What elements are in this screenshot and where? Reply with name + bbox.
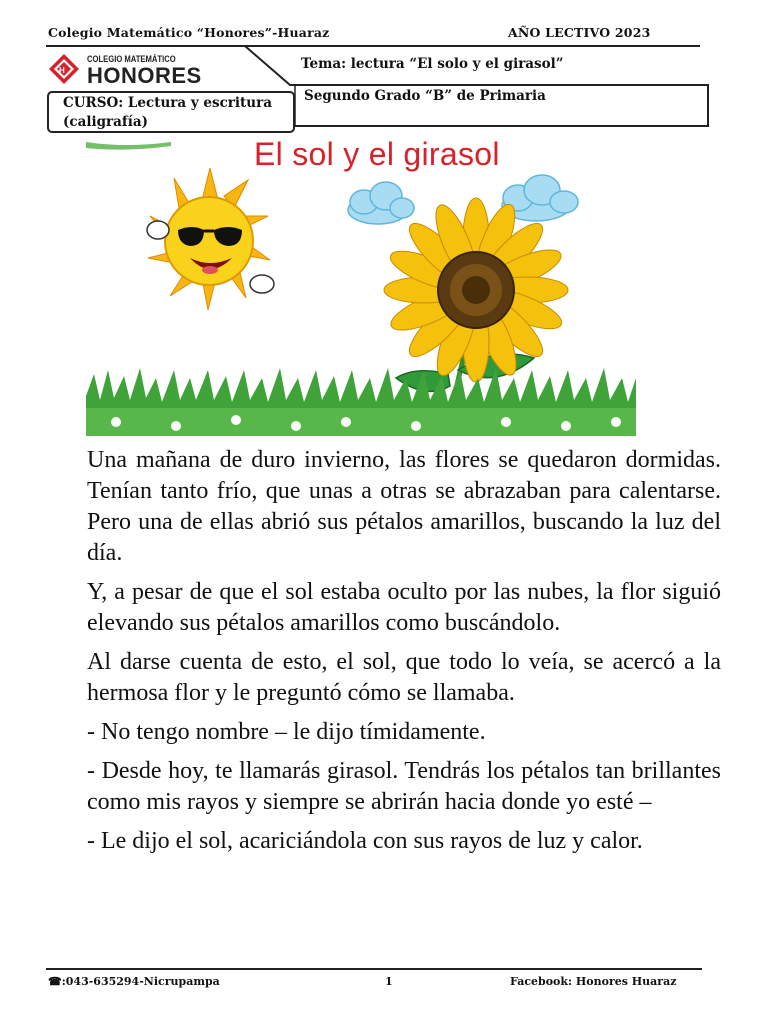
- story-paragraph: - Le dijo el sol, acariciándola con sus rayos de luz y calor.: [87, 828, 643, 854]
- school-year: AÑO LECTIVO 2023: [508, 25, 651, 40]
- footer-phone-text: :043-635294-Nicrupampa: [61, 975, 220, 988]
- footer-facebook: Facebook: Honores Huaraz: [510, 975, 677, 988]
- footer-rule: [46, 968, 702, 970]
- sunflower-icon: [384, 198, 568, 382]
- page-number: 1: [385, 975, 393, 988]
- grade-text: Segundo Grado “B” de Primaria: [304, 88, 546, 104]
- course-box: [47, 91, 295, 133]
- illustration-title: El sol y el girasol: [254, 138, 500, 172]
- course-text: CURSO: Lectura y escritura (caligrafía): [63, 95, 272, 130]
- logo-top-text: COLEGIO MATEMÁTICO: [87, 54, 176, 64]
- cloud-left-icon: [348, 182, 414, 224]
- sun-icon: [147, 168, 274, 310]
- story-text: [87, 445, 721, 865]
- sun-sunflower-illustration: [86, 138, 636, 436]
- story-paragraph: Y, a pesar de que el sol estaba oculto por las nubes, la flor siguió elevando sus pétalos amarillos como buscándolo.: [87, 579, 721, 636]
- topic-text: Tema: lectura “El solo y el girasol”: [301, 56, 564, 72]
- story-paragraph: - Desde hoy, te llamarás girasol. Tendrás los pétalos tan brillantes como mis rayos y siempre se abrirán hacia donde yo esté –: [87, 758, 721, 815]
- svg-text:H: H: [59, 66, 65, 75]
- logo-name-text: HONORES: [87, 63, 202, 88]
- footer-phone: [48, 975, 220, 988]
- illustration: [86, 138, 636, 436]
- story-paragraph: - No tengo nombre – le dijo tímidamente.: [87, 719, 486, 745]
- story-paragraph: Una mañana de duro invierno, las flores se quedaron dormidas. Tenían tanto frío, que unas a otras se abrazaban para calentarse. Pero una de ellas abrió sus pétalos amarillos, buscando la luz del día.: [87, 447, 721, 566]
- grass-shape: [86, 368, 636, 436]
- school-logo: [47, 52, 202, 90]
- story-paragraph: Al darse cuenta de esto, el sol, que todo lo veía, se acercó a la hermosa flor y le preguntó cómo se llamaba.: [87, 649, 721, 706]
- school-name: Colegio Matemático “Honores”-Huaraz: [48, 25, 330, 40]
- phone-icon: ☎: [48, 975, 62, 988]
- swoosh-shape: [86, 142, 171, 150]
